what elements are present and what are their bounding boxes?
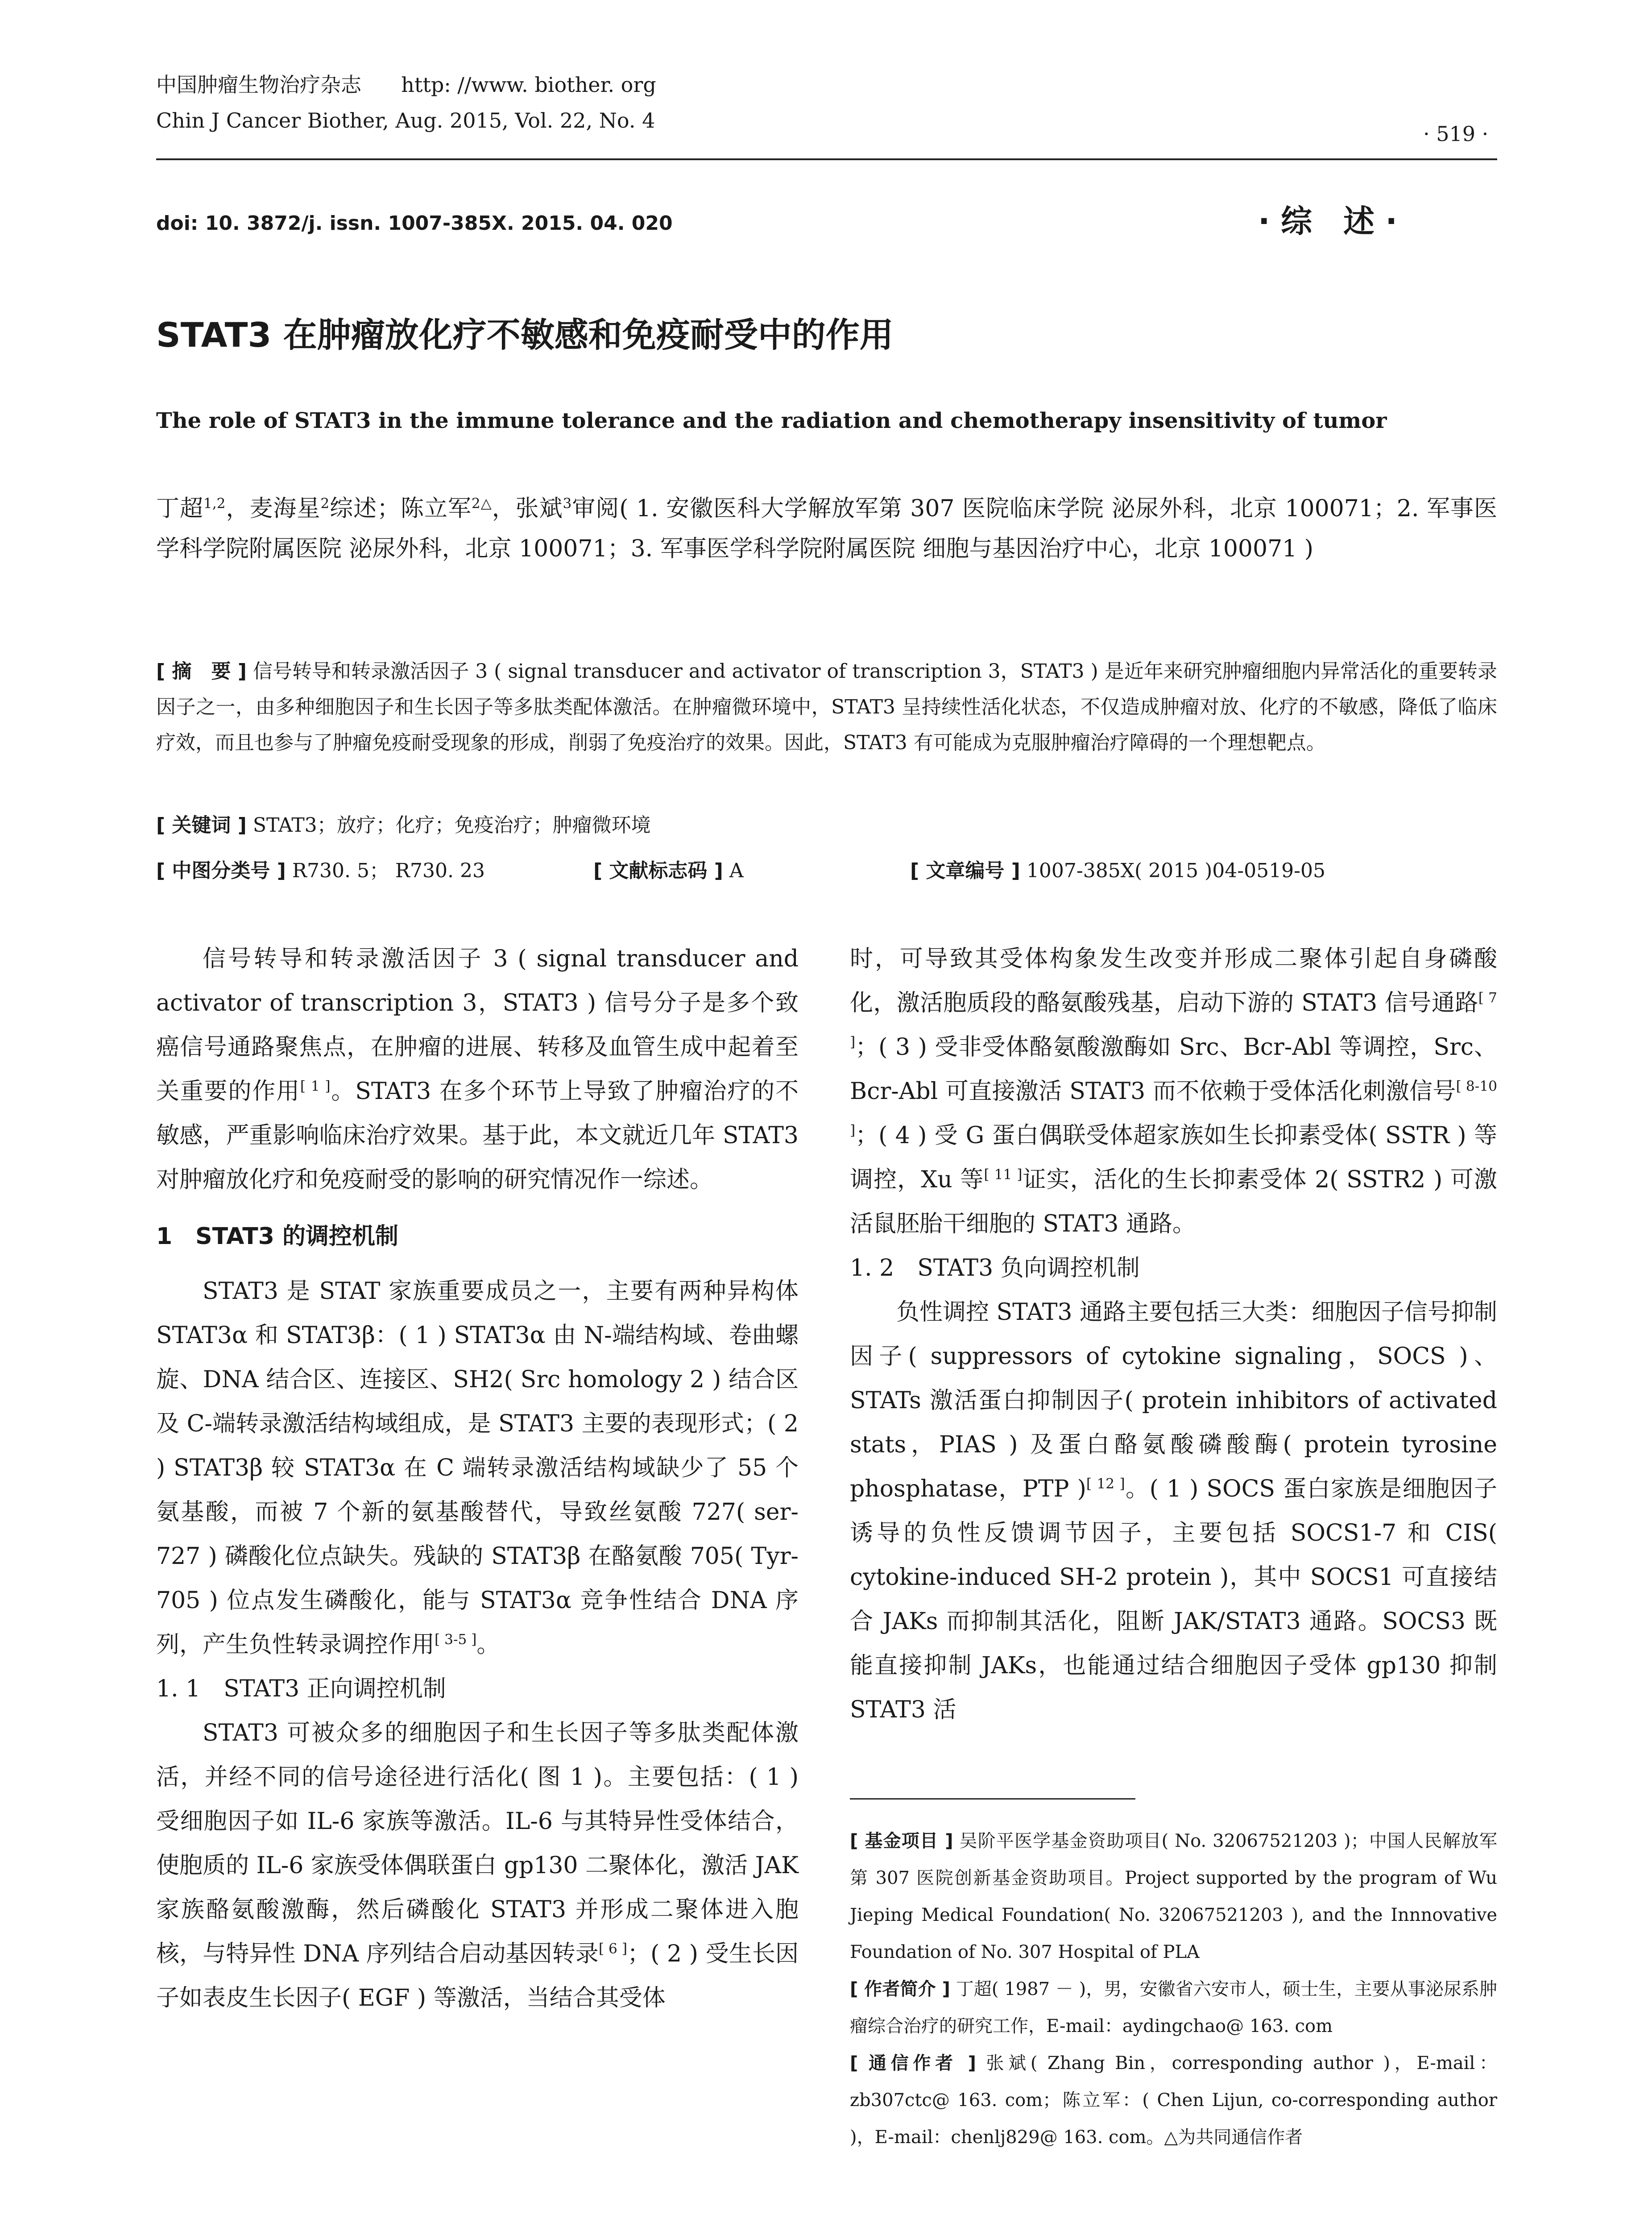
article-number-value: 1007-385X( 2015 )04-0519-05: [1026, 859, 1325, 882]
header-rule: [156, 158, 1497, 160]
paragraph-text: 。( 1 ) SOCS 蛋白家族是细胞因子诱导的负性反馈调节因子，主要包括 SOCS1-7 和 CIS( cytokine-induced SH-2 protein )，其中 SOCS1 可直接结合 JAKs 而抑制其活化，阻断 JAK/STAT3 通路。SOCS3 既能直接抑制 JAKs，也能通过结合细胞因子受体 gp130 抑制 STAT3 活: [850, 1476, 1497, 1723]
affiliation: 审阅( 1. 安徽医科大学解放军第 307 医院临床学院 泌尿外科，北京 100071；2. 军事医学科学院附属医院 泌尿外科，北京 100071；3. 军事医学科学院附属医院 细胞与基因治疗中心，北京 100071 ): [156, 495, 1497, 562]
abstract-label: [ 摘 要 ]: [156, 660, 247, 683]
paragraph-text: STAT3 是 STAT 家族重要成员之一，主要有两种异构体 STAT3α 和 STAT3β：( 1 ) STAT3α 由 N-端结构域、卷曲螺旋、DNA 结合区、连接区、SH2( Src homology 2 ) 结合区及 C-端转录激活结构域组成，是 STAT3 主要的表现形式；( 2 ) STAT3β 较 STAT3α 在 C 端转录激活结构域缺少了 55 个氨基酸，而被 7 个新的氨基酸替代，导致丝氨酸 727( ser-727 ) 磷酸化位点缺失。残缺的 STAT3β 在酪氨酸 705( Tyr-705 ) 位点发生磷酸化，能与 STAT3α 竞争性结合 DNA 序列，产生负性转录调控作用: [156, 1278, 799, 1658]
paragraph: [156, 1269, 799, 1667]
footnote-rule: [850, 1798, 1135, 1800]
author-name: ，张斌: [492, 495, 563, 522]
journal-url[interactable]: http: //www. biother. org: [401, 73, 656, 97]
paragraph-text: 负性调控 STAT3 通路主要包括三大类：细胞因子信号抑制因子( suppressors of cytokine signaling，SOCS )、STATs 激活蛋白抑制因子( protein inhibitors of activated stats，PIAS ) 及蛋白酪氨酸磷酸酶( protein tyrosine phosphatase，PTP ): [850, 1299, 1497, 1502]
paragraph-text: ；( 3 ) 受非受体酪氨酸激酶如 Src、Bcr-Abl 等调控，Src、Bcr-Abl 可直接激活 STAT3 而不依赖于受体活化刺激信号: [850, 1034, 1497, 1105]
article-number: [910, 854, 1325, 883]
paragraph-text: 。: [476, 1631, 500, 1658]
paragraph: [850, 937, 1497, 1246]
author-sup: 1,2: [203, 495, 226, 512]
author-sup: 3: [563, 495, 572, 512]
page-number: · 519 ·: [1423, 122, 1489, 146]
keywords-label: [ 关键词 ]: [156, 814, 247, 837]
subsection-heading: 1. 2 STAT3 负向调控机制: [850, 1255, 1140, 1281]
clc-value: R730. 5； R730. 23: [292, 859, 485, 882]
keywords-text: STAT3；放疗；化疗；免疫治疗；肿瘤微环境: [253, 814, 651, 837]
clc-label: [ 中图分类号 ]: [156, 859, 286, 882]
citation[interactable]: [ 11 ]: [984, 1166, 1023, 1183]
journal-name-en: Chin J Cancer Biother, Aug. 2015, Vol. 22, No. 4: [156, 108, 655, 133]
title-en: The role of STAT3 in the immune tolerance and the radiation and chemotherapy insensitivity of tumor: [156, 408, 1387, 433]
footnotes: [850, 1823, 1497, 2156]
citation[interactable]: [ 3-5 ]: [435, 1631, 477, 1648]
author-bio-label: [ 作者简介 ]: [850, 1979, 950, 1999]
journal-line-cn: [156, 67, 656, 103]
doc-code-value: A: [729, 859, 744, 882]
author-sup: 2△: [471, 495, 492, 512]
doi[interactable]: doi: 10. 3872/j. issn. 1007-385X. 2015. 04. 020: [156, 212, 673, 235]
document-code: [593, 854, 744, 883]
corresponding-note: [850, 2045, 1497, 2156]
paragraph-text: STAT3 可被众多的细胞因子和生长因子等多肽类配体激活，并经不同的信号途径进行活化( 图 1 )。主要包括：( 1 ) 受细胞因子如 IL-6 家族等激活。IL-6 与其特异性受体结合，使胞质的 IL-6 家族受体偶联蛋白 gp130 二聚体化，激活 JAK 家族酪氨酸激酶，然后磷酸化 STAT3 并形成二聚体进入胞核，与特异性 DNA 序列结合启动基因转录: [156, 1720, 799, 1967]
section-heading: 1 STAT3 的调控机制: [156, 1223, 399, 1250]
paragraph-text: 证实，活化的生长抑素受体 2( SSTR2 ) 可激活鼠胚胎干细胞的 STAT3 通路。: [850, 1166, 1497, 1237]
title-cn: STAT3 在肿瘤放化疗不敏感和免疫耐受中的作用: [156, 315, 894, 355]
paragraph-text: 信号转导和转录激活因子 3 ( signal transducer and activator of transcription 3，STAT3 ) 信号分子是多个致癌信号通路聚焦点，在肿瘤的进展、转移及血管生成中起着至关重要的作用: [156, 945, 799, 1105]
classification: [156, 854, 485, 883]
abstract-text: 信号转导和转录激活因子 3 ( signal transducer and activator of transcription 3，STAT3 ) 是近年来研究肿瘤细胞内异常活化的重要转录因子之一，由多种细胞因子和生长因子等多肽类配体激活。在肿瘤微环境中，STAT3 呈持续性活化状态，不仅造成肿瘤对放、化疗的不敏感，降低了临床疗效，而且也参与了肿瘤免疫耐受现象的形成，削弱了免疫治疗的效果。因此，STAT3 有可能成为克服肿瘤治疗障碍的一个理想靶点。: [156, 660, 1497, 754]
author-sup: 2: [320, 495, 330, 512]
journal-name-cn: 中国肿瘤生物治疗杂志: [156, 73, 361, 97]
keywords: [156, 808, 1497, 843]
funding-label: [ 基金项目 ]: [850, 1831, 953, 1851]
author-name: 丁超: [156, 495, 203, 522]
citation[interactable]: [ 12 ]: [1086, 1476, 1125, 1492]
corresponding-text: 张斌( Zhang Bin，corresponding author )，E-mail：zb307ctc@ 163. com；陈立军：( Chen Lijun, co-corresponding author )，E-mail：chenlj829@ 163. com。△为共同通信作者: [850, 2053, 1497, 2148]
paragraph-text: 时，可导致其受体构象发生改变并形成二聚体引起自身磷酸化，激活胞质段的酪氨酸残基，启动下游的 STAT3 信号通路: [850, 945, 1497, 1016]
author-bio-note: [850, 1971, 1497, 2045]
abstract: [156, 654, 1497, 761]
funding-note: [850, 1823, 1497, 1971]
left-column: [156, 937, 799, 2020]
right-column: [850, 937, 1497, 1732]
citation[interactable]: [ 1 ]: [300, 1078, 331, 1095]
funding-text: 吴阶平医学基金资助项目( No. 32067521203 )；中国人民解放军第 307 医院创新基金资助项目。Project supported by the program of Wu Jieping Medical Foundation( No. 32067521203 ), and the Innnovative Foundation of No. 307 Hospital of PLA: [850, 1831, 1498, 1962]
paragraph: [156, 937, 799, 1202]
article-number-label: [ 文章编号 ]: [910, 859, 1020, 882]
paragraph: [156, 1711, 799, 2020]
paragraph: [850, 1290, 1497, 1732]
section-tag: · 综 述 ·: [1258, 203, 1397, 240]
corresponding-label: [ 通信作者 ]: [850, 2053, 976, 2073]
paragraph-text: ；( 4 ) 受 G 蛋白偶联受体超家族如生长抑素受体( SSTR ) 等调控，Xu 等: [850, 1122, 1497, 1193]
author-name: 综述；陈立军: [329, 495, 472, 522]
doc-code-label: [ 文献标志码 ]: [593, 859, 723, 882]
paragraph-text: 。STAT3 在多个环节上导致了肿瘤治疗的不敏感，严重影响临床治疗效果。基于此，本文就近几年 STAT3 对肿瘤放化疗和免疫耐受的影响的研究情况作一综述。: [156, 1078, 799, 1193]
paragraph-text: ；( 2 ) 受生长因子如表皮生长因子( EGF ) 等激活，当结合其受体: [156, 1941, 799, 2011]
subsection-heading: 1. 1 STAT3 正向调控机制: [156, 1675, 446, 1702]
author-name: ，麦海星: [225, 495, 321, 522]
author-bio-text: 丁超( 1987 － )，男，安徽省六安市人，硕士生，主要从事泌尿系肿瘤综合治疗的研究工作，E-mail：aydingchao@ 163. com: [850, 1979, 1498, 2036]
citation[interactable]: [ 7 ]: [850, 990, 1497, 1050]
citation[interactable]: [ 6 ]: [598, 1941, 628, 1957]
author-affiliation: [156, 489, 1497, 569]
citation[interactable]: [ 8-10 ]: [850, 1078, 1498, 1139]
running-header: [156, 67, 656, 138]
